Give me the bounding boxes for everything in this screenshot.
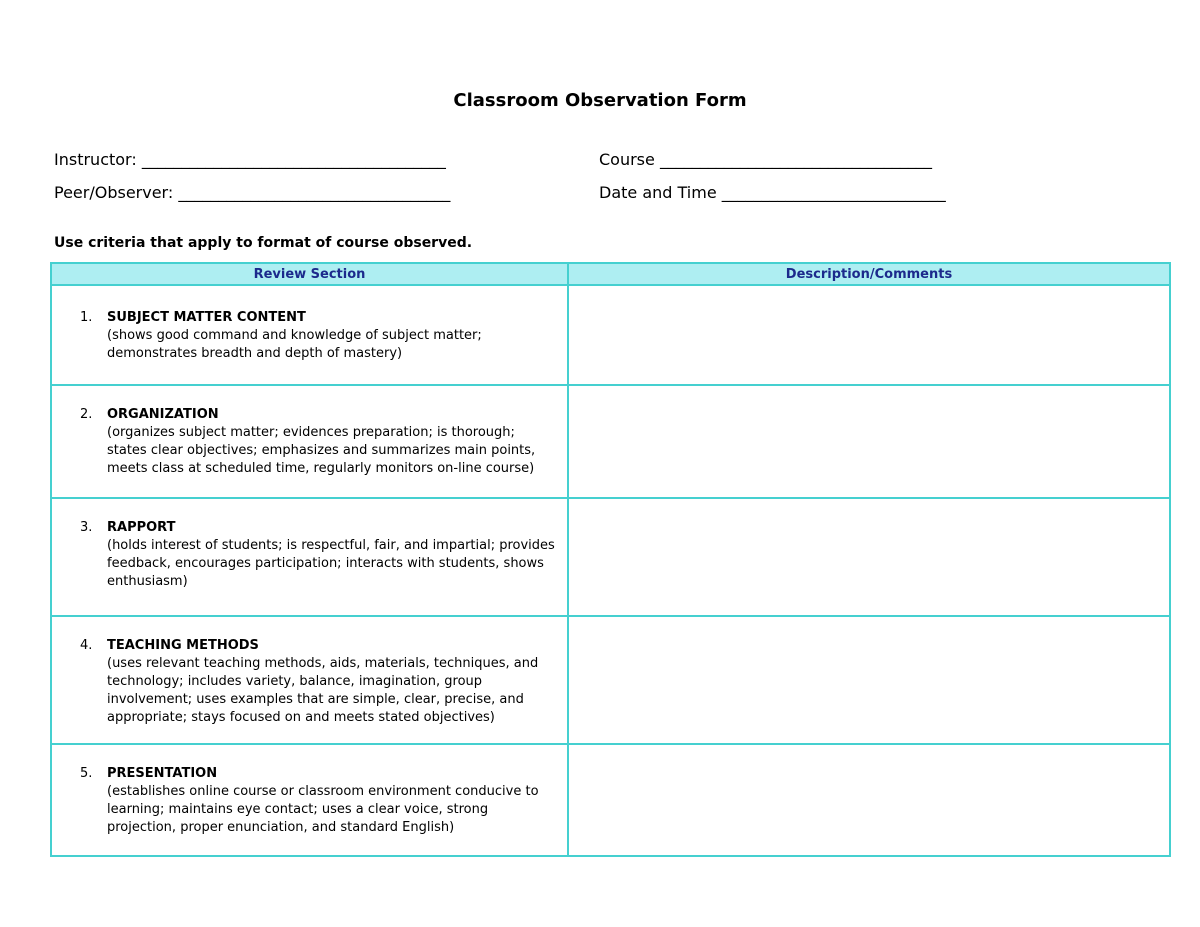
item-heading: ORGANIZATION	[107, 407, 219, 422]
table-row	[51, 744, 1170, 856]
item-description: (organizes subject matter; evidences preparation; is thorough; states clear objectives; emphasizes and summarizes main points, meets class at scheduled time, regularly monitors on-line course)	[107, 425, 536, 476]
table-row	[51, 498, 1170, 616]
item-heading: PRESENTATION	[107, 766, 218, 781]
instructor-field[interactable]: Instructor: ______________________________________	[54, 150, 446, 169]
review-section-cell	[51, 616, 568, 744]
course-field[interactable]: Course __________________________________	[599, 150, 932, 169]
date-time-field[interactable]: Date and Time ____________________________	[599, 183, 946, 202]
header-description-comments: Description/Comments	[568, 263, 1170, 285]
table-row	[51, 616, 1170, 744]
review-section-cell	[51, 498, 568, 616]
item-number: 2.	[80, 407, 93, 422]
header-review-section: Review Section	[51, 263, 568, 285]
item-number: 1.	[80, 310, 93, 325]
item-description: (establishes online course or classroom environment conducive to learning; maintains eye contact; uses a clear voice, strong projection, proper enunciation, and standard English)	[107, 784, 539, 835]
comments-cell[interactable]	[568, 385, 1170, 498]
comments-cell[interactable]	[568, 616, 1170, 744]
item-number: 3.	[80, 520, 93, 535]
review-section-cell	[51, 744, 568, 856]
comments-cell[interactable]	[568, 498, 1170, 616]
item-description: (shows good command and knowledge of subject matter; demonstrates breadth and depth of mastery)	[107, 328, 482, 361]
item-heading: TEACHING METHODS	[107, 638, 259, 653]
comments-cell[interactable]	[568, 744, 1170, 856]
table-row	[51, 285, 1170, 385]
observation-table	[50, 262, 1171, 857]
comments-cell[interactable]	[568, 285, 1170, 385]
item-number: 5.	[80, 766, 93, 781]
table-row	[51, 385, 1170, 498]
peer-observer-field[interactable]: Peer/Observer: __________________________________	[54, 183, 451, 202]
review-section-cell	[51, 285, 568, 385]
item-heading: SUBJECT MATTER CONTENT	[107, 310, 306, 325]
criteria-instructions: Use criteria that apply to format of course observed.	[54, 235, 473, 251]
item-description: (holds interest of students; is respectful, fair, and impartial; provides feedback, encourages participation; interacts with students, shows enthusiasm)	[107, 538, 555, 589]
table-header-row	[51, 263, 1170, 285]
item-number: 4.	[80, 638, 93, 653]
item-heading: RAPPORT	[107, 520, 176, 535]
form-title: Classroom Observation Form	[453, 90, 747, 111]
review-section-cell	[51, 385, 568, 498]
item-description: (uses relevant teaching methods, aids, materials, techniques, and technology; includes variety, balance, imagination, group involvement; uses examples that are simple, clear, precise, and appropriate; stays focused on and meets stated objectives)	[107, 656, 539, 725]
